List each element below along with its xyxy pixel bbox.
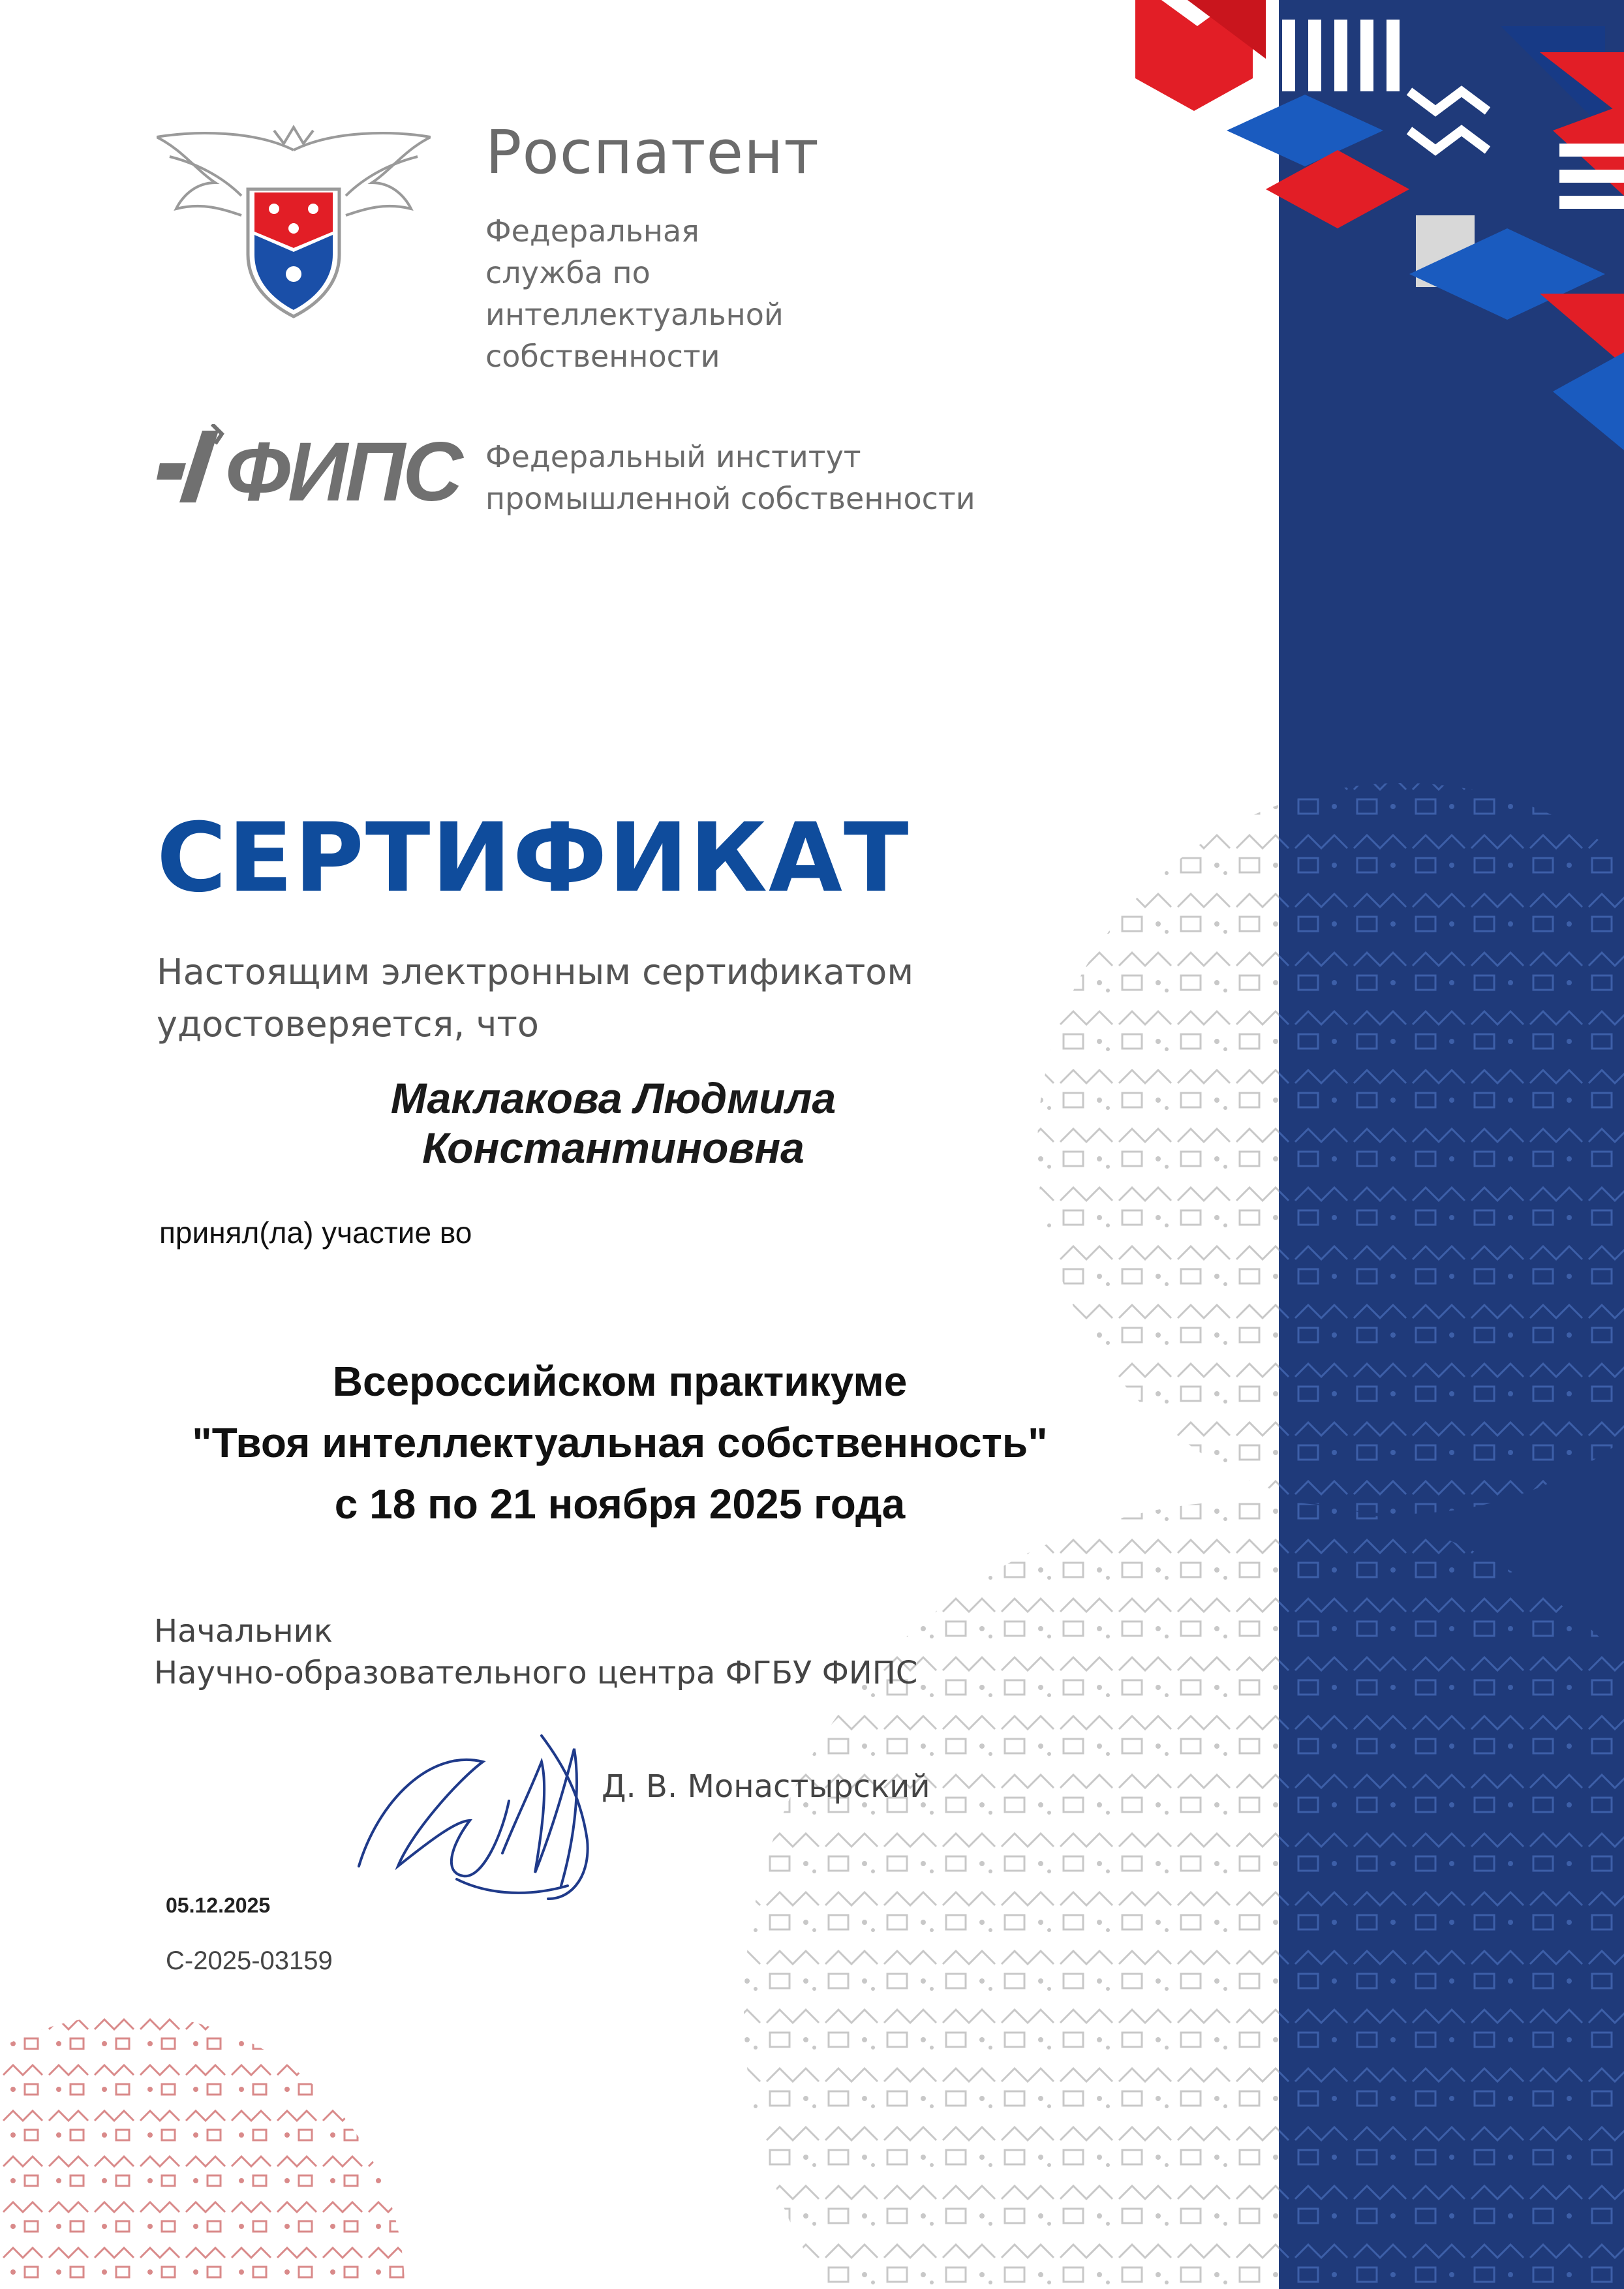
event-line3: с 18 по 21 ноября 2025 года [334, 1481, 906, 1528]
handwritten-signature [352, 1723, 613, 1905]
event-description [65, 1351, 1174, 1535]
certificate-title: СЕРТИФИКАТ [157, 803, 910, 914]
recipient-name [248, 1073, 979, 1173]
participation-text: принял(ла) участие во [159, 1216, 472, 1250]
fips-logo-icon [157, 424, 228, 509]
fips-subtitle: Федеральный институт промышленной собственности [485, 439, 975, 516]
event-line2: "Твоя интеллектуальная собственность" [192, 1419, 1048, 1466]
rospatent-name: Роспатент [485, 117, 820, 187]
issue-date: 05.12.2025 [166, 1894, 271, 1917]
recipient-name-line1: Маклакова Людмила [390, 1074, 836, 1122]
signer-title-line1: Начальник [154, 1613, 333, 1650]
signer-title [154, 1610, 1067, 1694]
signer-title-line2: Научно-образовательного центра ФГБУ ФИПС [154, 1655, 918, 1691]
rospatent-emblem-icon [157, 124, 431, 326]
rospatent-subtitle: Федеральная служба по интеллектуальной собственности [485, 213, 784, 374]
registration-number: С-2025-03159 [166, 1946, 333, 1975]
fips-logo-text: ФИПС [225, 425, 461, 519]
event-line1: Всероссийском практикуме [332, 1358, 908, 1405]
signer-name: Д. В. Монастырский [602, 1768, 930, 1805]
recipient-name-line2: Константиновна [422, 1124, 804, 1172]
certificate-intro: Настоящим электронным сертификатом удостоверяется, что [157, 951, 914, 1045]
